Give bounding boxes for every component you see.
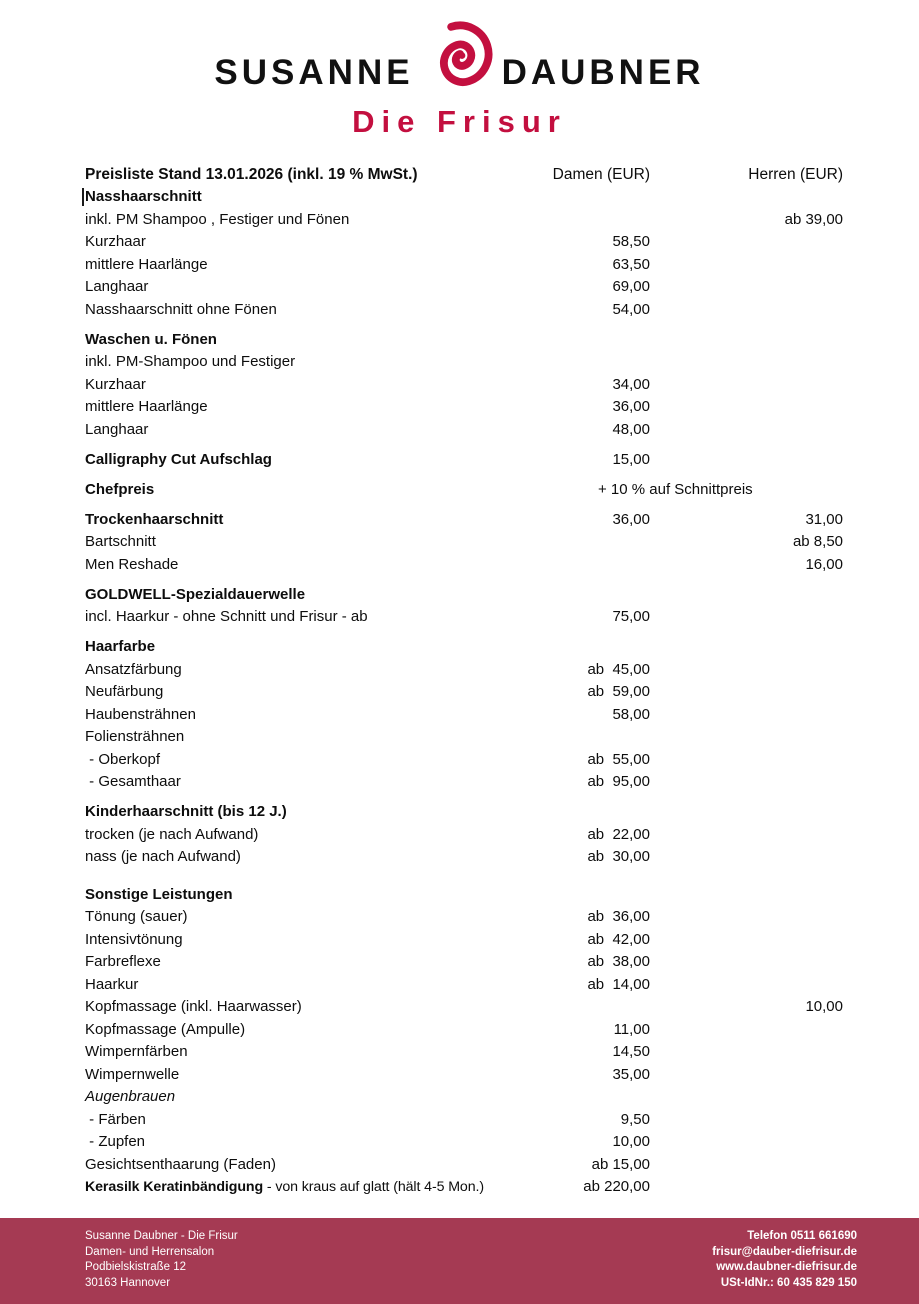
footer-vat-id: USt-IdNr.: 60 435 829 150 [720,1276,857,1289]
section-header-row [85,884,843,907]
price-damen: 63,50 [612,255,650,273]
price-damen [502,209,650,232]
service-label: Trockenhaarschnitt [85,510,224,528]
price-row [85,254,843,277]
price-row [85,929,843,952]
price-damen: 14,50 [612,1043,650,1060]
service-label: Langhaar [85,278,149,295]
price-damen: ab 30,00 [587,848,650,865]
price-damen: ab 36,00 [587,908,650,925]
price-herren [650,659,843,682]
price-damen: 75,00 [612,608,650,625]
price-herren [650,299,843,322]
price-herren [650,929,843,952]
price-row [85,1086,843,1109]
service-label: Neufärbung [85,683,164,700]
price-herren [650,1131,843,1154]
price-damen: 58,00 [612,705,650,723]
service-label: Intensivtönung [85,930,183,948]
price-list[interactable] [85,163,843,1199]
service-label: inkl. PM Shampoo , Festiger und Fönen [85,210,350,228]
price-damen: 36,00 [612,510,650,528]
price-row [85,509,843,532]
service-label: Kopfmassage (inkl. Haarwasser) [85,998,302,1015]
price-row [85,209,843,232]
price-herren [650,974,843,997]
price-herren [650,1109,843,1132]
price-row [85,1041,843,1064]
price-row [85,1176,843,1199]
price-damen: 48,00 [612,420,650,438]
service-label-rest: - von kraus auf glatt (hält 4-5 Mon.) [263,1179,484,1195]
price-damen: 69,00 [612,278,650,295]
service-label: - Oberkopf [85,750,161,768]
column-header-herren: Herren (EUR) [748,166,843,183]
section-label: Kinderhaarschnitt (bis 12 J.) [85,803,287,820]
brand-tagline: Die Frisur [352,104,567,139]
service-label: trocken (je nach Aufwand) [85,825,259,843]
price-herren [650,276,843,299]
service-label: Foliensträhnen [85,728,185,745]
footer-city: 30163 Hannover [85,1276,171,1289]
service-label: Kurzhaar [85,233,146,250]
price-row [85,1019,843,1042]
price-row [85,374,843,397]
service-label: Langhaar [85,420,149,438]
price-row [85,1131,843,1154]
price-row [85,974,843,997]
section-label: Sonstige Leistungen [85,885,233,903]
section-header-row [85,801,843,824]
price-herren [650,1176,843,1199]
price-damen: ab 42,00 [587,930,650,948]
price-row [85,906,843,929]
footer-band [0,1218,919,1304]
service-label: Tönung (sauer) [85,908,188,925]
price-row [85,846,843,869]
price-damen: 9,50 [620,1110,650,1128]
footer-address-block [85,1229,238,1291]
price-row [85,276,843,299]
service-label: Calligraphy Cut Aufschlag [85,450,272,468]
price-damen: ab 38,00 [587,953,650,970]
section-label: Haarfarbe [85,638,156,655]
price-herren [650,704,843,727]
price-damen: 34,00 [612,375,650,393]
brand-name-last: DAUBNER [501,53,705,92]
service-label: Wimpernwelle [85,1065,180,1083]
price-herren [650,906,843,929]
price-herren [650,254,843,277]
price-row [85,449,843,472]
price-herren [650,749,843,772]
service-label: Bartschnitt [85,533,156,550]
price-herren [650,1154,843,1177]
price-row [85,606,843,629]
price-row [85,351,843,374]
service-label: Augenbrauen [85,1088,176,1105]
price-herren [650,681,843,704]
price-herren [650,846,843,869]
service-label: Men Reshade [85,555,179,573]
service-label: - Zupfen [85,1133,146,1150]
price-herren: ab 8,50 [792,533,843,550]
price-damen: ab 45,00 [587,660,650,678]
price-damen: ab 95,00 [587,773,650,790]
price-herren: 10,00 [805,998,843,1015]
price-row [85,396,843,419]
price-damen: 10,00 [612,1133,650,1150]
service-label: Gesichtsenthaarung (Faden) [85,1155,276,1173]
footer-contact-block [712,1229,857,1291]
service-label: Haarkur [85,975,139,993]
price-damen: ab 220,00 [583,1178,650,1195]
price-row [85,1154,843,1177]
service-label: - Färben [85,1110,146,1128]
section-header-row [85,186,843,209]
section-header-row [85,329,843,352]
price-herren [650,824,843,847]
price-row [85,824,843,847]
price-list-title: Preisliste Stand 13.01.2026 (inkl. 19 % MwSt.) [85,166,418,183]
price-row [85,419,843,442]
price-damen: 36,00 [612,398,650,415]
service-label [85,1176,502,1199]
service-label: nass (je nach Aufwand) [85,848,241,865]
price-herren [650,449,843,472]
price-herren [650,231,843,254]
price-note: + 10 % auf Schnittpreis [598,480,753,498]
price-damen [502,531,650,554]
price-row [85,659,843,682]
price-damen: 11,00 [613,1020,650,1038]
price-damen: ab 15,00 [591,1155,650,1173]
section-header-row [85,636,843,659]
price-row [85,231,843,254]
price-herren: ab 39,00 [784,210,843,228]
footer-website: www.daubner-diefrisur.de [716,1261,857,1273]
price-row [85,1109,843,1132]
price-damen: ab 59,00 [587,683,650,700]
price-damen: 15,00 [612,450,650,468]
price-herren [650,374,843,397]
price-row [85,554,843,577]
price-herren [650,419,843,442]
price-row [85,531,843,554]
section-label: Waschen u. Fönen [85,330,217,348]
service-label: Ansatzfärbung [85,660,182,678]
footer-street: Podbielskistraße 12 [85,1261,186,1273]
service-label-bold: Kerasilk Keratinbändigung [85,1179,264,1195]
price-herren [650,396,843,419]
price-row [85,681,843,704]
price-row [85,1064,843,1087]
price-damen: 35,00 [612,1065,650,1083]
price-damen: 58,50 [612,233,650,250]
price-damen: ab 22,00 [587,825,650,843]
service-label: Farbreflexe [85,953,161,970]
price-damen: ab 55,00 [587,750,650,768]
section-header-row [85,584,843,607]
price-herren [650,606,843,629]
price-herren [650,1019,843,1042]
price-herren [650,771,843,794]
service-label: Nasshaarschnitt ohne Fönen [85,300,277,318]
price-herren [650,951,843,974]
price-list-header-row [85,163,843,186]
price-row [85,996,843,1019]
price-damen [502,554,650,577]
text-cursor [82,188,84,206]
price-herren: 31,00 [805,510,843,528]
price-damen: 54,00 [612,300,650,318]
price-row [85,951,843,974]
service-label: - Gesamthaar [85,773,181,790]
brand-name-first: SUSANNE [214,53,414,92]
price-damen: ab 14,00 [587,975,650,993]
spiral-logo-icon [424,20,496,88]
service-label: Kopfmassage (Ampulle) [85,1020,246,1038]
price-damen [502,996,650,1019]
service-label: incl. Haarkur - ohne Schnitt und Frisur - ab [85,608,368,625]
price-row [85,299,843,322]
section-label: GOLDWELL-Spezialdauerwelle [85,585,306,603]
service-label: mittlere Haarlänge [85,255,208,273]
service-label: Haubensträhnen [85,705,196,723]
footer-salon-name: Susanne Daubner - Die Frisur [85,1230,238,1242]
brand-line [0,20,919,92]
price-herren: 16,00 [805,555,843,573]
footer-phone: Telefon 0511 661690 [747,1230,857,1242]
service-label: mittlere Haarlänge [85,398,208,415]
price-row [85,726,843,749]
price-herren [650,1041,843,1064]
price-row [85,749,843,772]
price-herren [650,1064,843,1087]
column-header-damen: Damen (EUR) [552,166,650,183]
footer-email: frisur@dauber-diefrisur.de [712,1245,857,1258]
service-label: Chefpreis [85,480,155,498]
service-label: inkl. PM-Shampoo und Festiger [85,353,296,370]
service-label: Kurzhaar [85,375,146,393]
footer-salon-type: Damen- und Herrensalon [85,1245,215,1258]
service-label: Wimpernfärben [85,1043,188,1060]
brand-header [0,0,919,140]
price-row [85,771,843,794]
section-label: Nasshaarschnitt [85,188,202,205]
price-row [85,479,843,502]
price-row [85,704,843,727]
